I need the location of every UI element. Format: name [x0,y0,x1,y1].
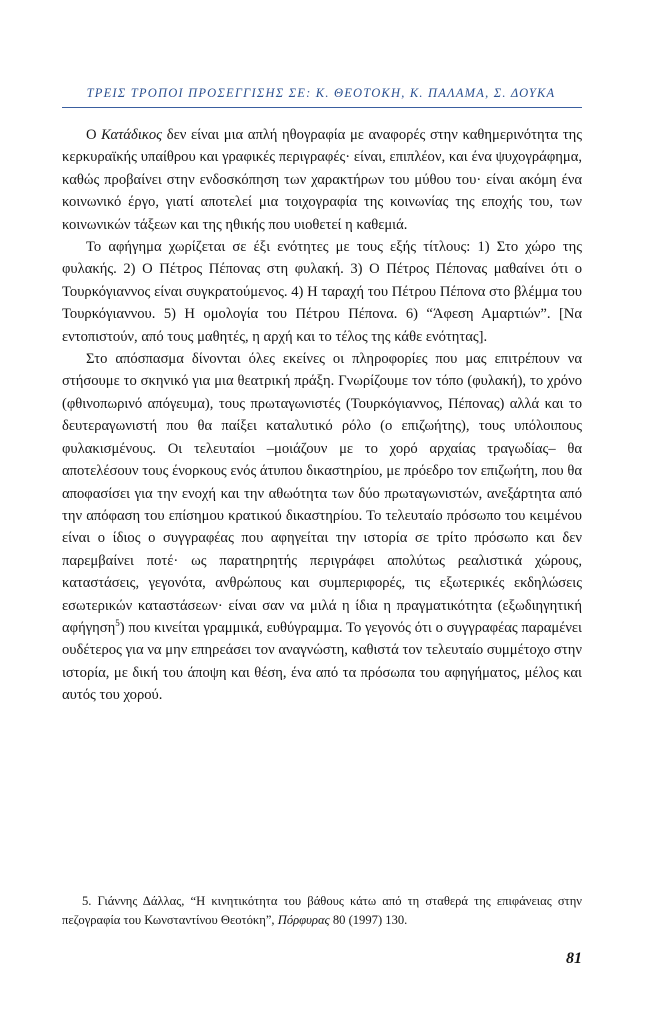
running-head: ΤΡΕΙΣ ΤΡΟΠΟΙ ΠΡΟΣΕΓΓΙΣΗΣ ΣΕ: Κ. ΘΕΟΤΟΚΗ, Κ. ΠΑΛΑΜΑ, Σ. ΔΟΥΚΑ [86,86,556,100]
footnote-start: 5. Γιάννης Δάλλας, “Η κινητικότητα του βάθους κάτω από τη σταθερά της επιφάνειας στην πεζογραφία του Κωνσταντίνου Θεοτόκη”, [62,894,582,927]
paragraph-1 [62,124,582,236]
p1-rest: δεν είναι μια απλή ηθογραφία με αναφορές στην καθημερινότητα της κερκυραϊκής υπαίθρου και γραφικές περιγραφές· είναι, επιπλέον, και ένα ψυχογράφημα, καθώς προβαίνει στην ενδοσκόπηση των χαρακτήρων του μύθου του· είναι ακόμη ένα κοινωνικό έργο, γιατί αποτελεί μια τοιχογραφία της κοινωνίας της εποχής του, των κοινωνικών τάξεων και της ηθικής που υιοθετεί η καθεμιά. [62,127,582,233]
p3-end: ) που κινείται γραμμικά, ευθύγραμμα. Το γεγονός ότι ο συγγραφέας παραμένει ουδέτερος για να μην επηρεάσει τον αναγνώστη, καθιστά τον τελευταίο συμμέτοχο στην ιστορία, με δική του άποψη και θέση, ένα από τα πρόσωπα του αφηγήματος, μέλος και αυτός του χορού. [62,619,582,704]
footnote-marker: 5 [115,618,120,629]
footnote-end: 80 (1997) 130. [329,913,408,927]
paragraph-3 [62,348,582,707]
paragraph-2: Το αφήγημα χωρίζεται σε έξι ενότητες με τους εξής τίτλους: 1) Στο χώρο της φυλακής. 2) Ο Πέτρος Πέπονας στη φυλακή. 3) Ο Πέτρος Πέπονας μαθαίνει ότι ο Τουρκόγιαννος είναι συγκρατούμενος. 4) Η ταραχή του Πέτρου Πέπονα στο βλέμμα του Τουρκόγιαννου. 5) Η ομολογία του Πέτρου Πέπονα. 6) “Άφεση Αμαρτιών”. [Να εντοπιστούν, από τους μαθητές, η αρχή και το τέλος της κάθε ενότητας]. [62,239,582,345]
p1-start: Ο [86,127,102,143]
main-text [62,124,582,707]
journal-title: Πόρφυρας [277,913,330,927]
header-rule [62,107,582,108]
footnote [62,892,582,930]
p3-main: Στο απόσπασμα δίνονται όλες εκείνες οι πληροφορίες που μας επιτρέπουν να στήσουμε το σκηνικό για μια θεατρική πράξη. Γνωρίζουμε τον τόπο (φυλακή), το χρόνο (φθινοπωρινό απόγευμα), τους πρωταγωνιστές (Τουρκόγιαννος, Πέπονας) αλλά και το δευτεραγωνιστή που θα παίξει καταλυτικό ρόλο (ο επιζωήτης), τους υπόλοιπους φυλακισμένους. Οι τελευταίοι –μοιάζουν με το χορό αρχαίας τραγωδίας– θα αποτελέσουν τους ένορκους ενός άτυπου δικαστηρίου, με πρόεδρο τον επιζωήτη, που θα αποφασίσει για την ενοχή και την αθωότητα των δύο πρωταγωνιστών, ανεξάρτητα από την απόφαση του επίσημου κρατικού δικαστηρίου. Το τελευταίο πρόσωπο του κειμένου είναι ο ίδιος ο συγγραφέας που αφηγείται την ιστορία σε τρίτο πρόσωπο και δεν παρεμβαίνει ποτέ· ως παρατηρητής περιγράφει απολύτως ρεαλιστικά χώρους, καταστάσεις, γεγονότα, ανθρώπους και συμπεριφορές, τις εξωτερικές εκδηλώσεις εσωτερικών καταστάσεων· είναι σαν να μιλά η ίδια η πραγματικότητα (εξωδιηγητική αφήγηση [62,351,582,636]
work-title: Κατάδικος [101,127,163,143]
page-number: 81 [566,950,582,967]
